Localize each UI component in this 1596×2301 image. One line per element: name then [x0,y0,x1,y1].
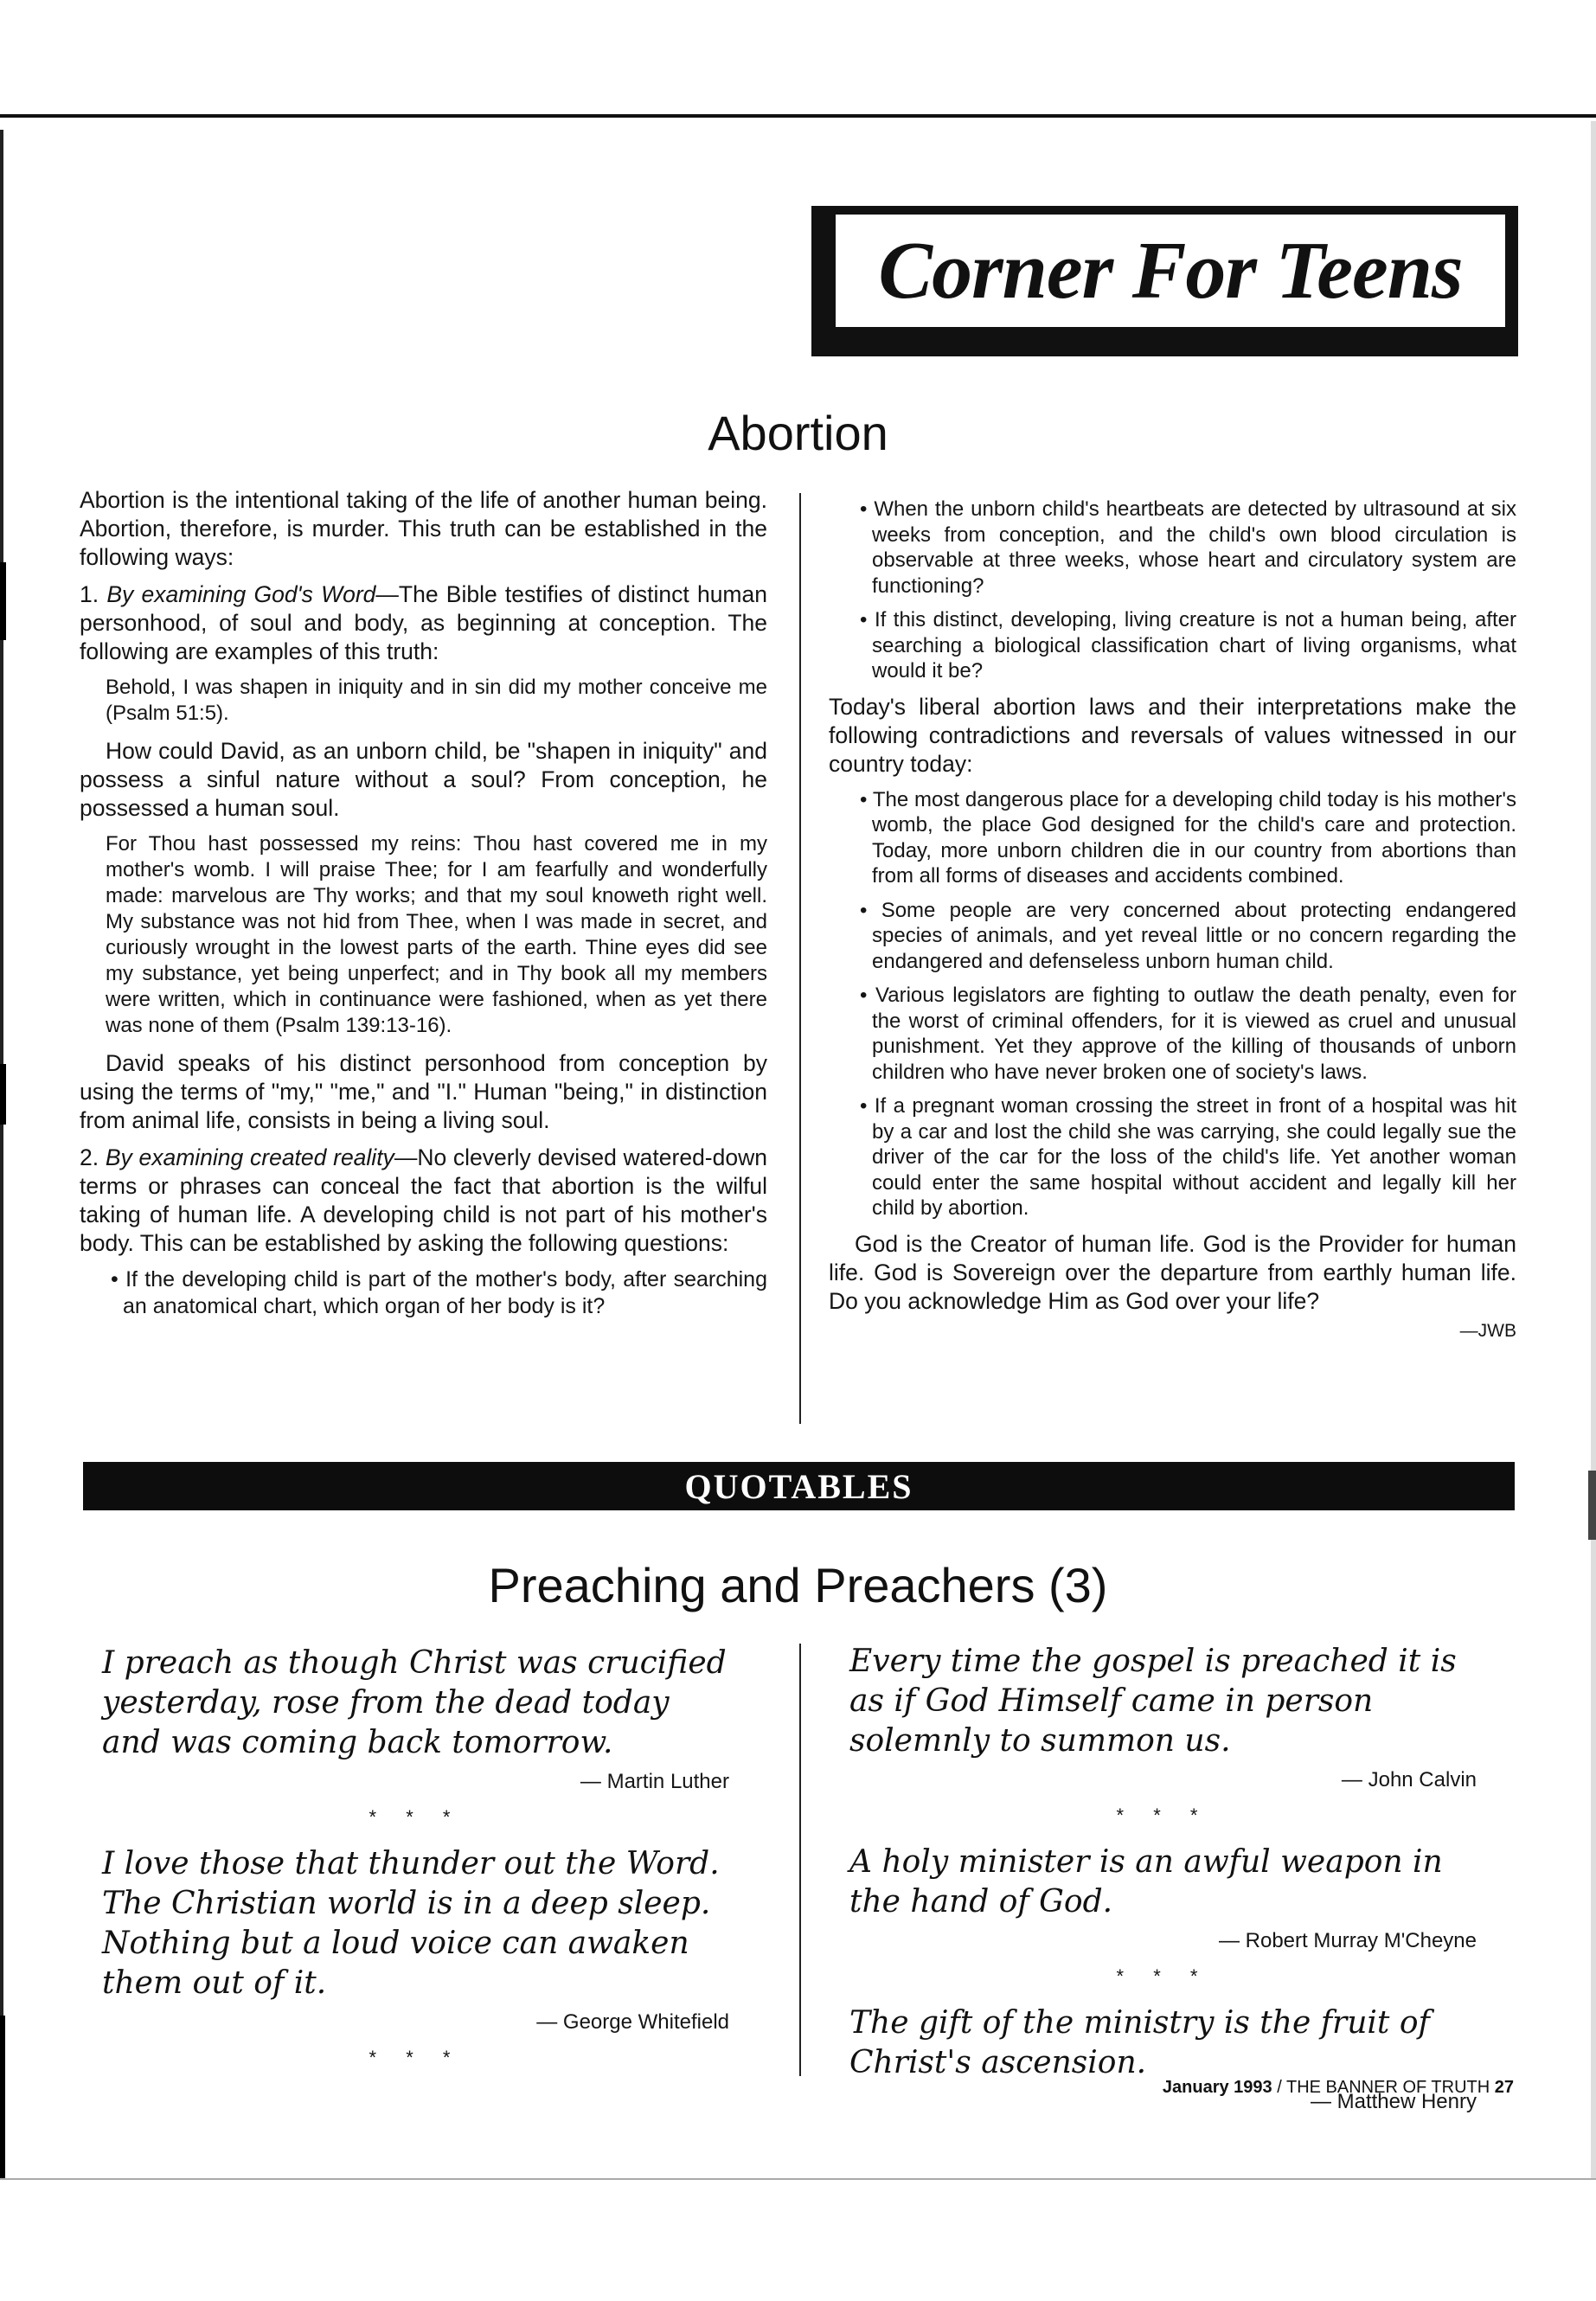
bullet-dot: • [860,608,868,631]
quotables-heading: QUOTABLES [684,1466,913,1506]
point-number: 1. [80,581,99,607]
left-edge-mark [0,2016,5,2180]
paragraph [80,580,767,666]
quote-text: I love those that thunder out the Word. The Christian world is in a deep sleep. Nothing but a loud voice can awaken them out of it. [102,1846,720,2001]
paragraph: Abortion is the intentional taking of the life of another human being. Abortion, therefore, is murder. This truth can be established in the following ways: [80,487,767,570]
paragraph [80,1144,767,1258]
article-left-column [80,486,767,1332]
section-title: Corner For Teens [878,226,1463,316]
author-signature: —JWB [1459,1320,1516,1341]
quote-text: A holy minister is an awful weapon in the hand of God. [849,1844,1443,1920]
bullet-item [860,1093,1516,1221]
separator-stars: * * * [1116,1804,1210,1826]
bullet-text: When the unborn child's heartbeats are detected by ultrasound at six weeks from conception, and the child's own blood circulation is observable at three weeks, whose heart and circulatory system are functioning? [872,497,1517,598]
article-title: Abortion [708,406,888,460]
column-divider [799,1644,801,2076]
paragraph: David speaks of his distinct personhood from conception by using the terms of "my," "me," and "I." Human "being," in distinction from animal life, consists in being a living soul. [80,1050,767,1133]
bottom-rule [0,2178,1596,2180]
quote-author: — George Whitefield [536,2010,729,2034]
scripture-quote: For Thou hast possessed my reins: Thou hast covered me in my mother's womb. I will praise Thee; for I am fearfully and wonderfully made: marvelous are Thy works; and that my soul knoweth right well. My substance was not hid from Thee, when I was made in secret, and curiously wrought in the lowest parts of the earth. Thine eyes did see my substance, yet being unperfect; and in Thy book all my members were written, which in continuance were fashioned, when as yet there was none of them (Psalm 139:13-16). [106,832,767,1037]
bullet-item [860,497,1517,599]
paragraph: Today's liberal abortion laws and their interpretations make the following contradictions and reversals of values witnessed in our country today: [829,693,1516,777]
quote-author: — Martin Luther [580,1770,729,1793]
point-heading: By examining God's Word [106,581,376,607]
quote-text: Every time the gospel is preached it is as if God Himself came in person solemnly to summon us. [849,1644,1457,1759]
quote-text: I preach as though Christ was crucified yesterday, rose from the dead today and was coming back tomorrow. [102,1645,727,1760]
quotes-left-column [102,1644,729,2085]
bullet-text: If the developing child is part of the mother's body, after searching an anatomical chart, which organ of her body is it? [123,1267,767,1318]
point-body: —No cleverly devised watered-down terms or phrases can conceal the fact that abortion is the wilful taking of human life. A developing child is not part of his mother's body. This can be established by asking the following questions: [80,1144,767,1256]
issue-date: January 1993 [1162,2078,1272,2097]
paragraph: How could David, as an unborn child, be "shapen in iniquity" and possess a sinful nature without a soul? From conception, he possessed a human soul. [80,738,767,821]
quotables-banner [83,1462,1515,1510]
bullet-text: Some people are very concerned about protecting endangered species of animals, and yet reveal little or no concern regarding the endangered and defenseless unborn human child. [872,898,1517,973]
column-divider [799,493,801,1424]
quote-text: The gift of the ministry is the fruit of Christ's ascension. [849,2005,1430,2080]
bullet-dot: • [860,1094,868,1118]
quote-author: — John Calvin [1341,1768,1477,1791]
page-number: 27 [1494,2078,1514,2097]
bullet-dot: • [860,898,868,922]
point-heading: By examining created reality [105,1144,394,1170]
bullet-item [860,898,1517,975]
quotables-title: Preaching and Preachers (3) [488,1558,1108,1612]
bullet-item [860,607,1517,684]
page-footer [1038,2078,1514,2098]
quote-author: — Robert Murray M'Cheyne [1218,1929,1477,1952]
left-edge-mark [0,562,6,640]
bullet-text: If a pregnant woman crossing the street in front of a hospital was hit by a car and lost the child she was carrying, she could legally sue the driver of the car for the loss of the child's life. Yet another woman could enter the same hospital without accident and legally kill her child by abortion. [872,1094,1516,1220]
quote-author: — Matthew Henry [1310,2090,1477,2113]
point-body: —The Bible testifies of distinct human personhood, of soul and body, as beginning at conception. The following are examples of this truth: [80,581,767,664]
separator-stars: * * * [369,2047,463,2068]
quotes-right-column [849,1642,1477,2114]
point-number: 2. [80,1144,99,1170]
bullet-item [860,983,1517,1085]
right-edge-mark [1588,1471,1596,1540]
bullet-item [111,1266,767,1320]
left-edge-mark [0,1064,6,1125]
publication-name: / THE BANNER OF TRUTH [1277,2078,1490,2097]
bullet-dot: • [860,497,868,521]
top-rule [0,114,1596,118]
bullet-item [860,787,1516,889]
bullet-dot: • [860,984,868,1007]
article-right-column [829,493,1516,1342]
bullet-text: The most dangerous place for a developing child today is his mother's womb, the place God designed for the child's care and protection. Today, more unborn children die in our country from abortions than from all forms of diseases and accidents combined. [872,787,1516,888]
bullet-dot: • [111,1267,119,1292]
paragraph: God is the Creator of human life. God is the Provider for human life. God is Sovereign over the departure from earthly human life. Do you acknowledge Him as God over your life? [829,1230,1516,1314]
bullet-text: If this distinct, developing, living creature is not a human being, after searching a biological classification chart of living organisms, what would it be? [872,608,1517,683]
separator-stars: * * * [1116,1965,1210,1987]
section-header [832,211,1509,330]
header-bar [811,206,830,356]
bullet-text: Various legislators are fighting to outlaw the death penalty, even for the worst of criminal offenders, for it is viewed as cruel and unusual punishment. Yet they approve of the killing of thousands of unborn children who have never broken one of society's laws. [872,984,1517,1084]
scripture-quote: Behold, I was shapen in iniquity and in sin did my mother conceive me (Psalm 51:5). [106,676,767,725]
bullet-dot: • [860,787,868,811]
separator-stars: * * * [369,1806,463,1828]
